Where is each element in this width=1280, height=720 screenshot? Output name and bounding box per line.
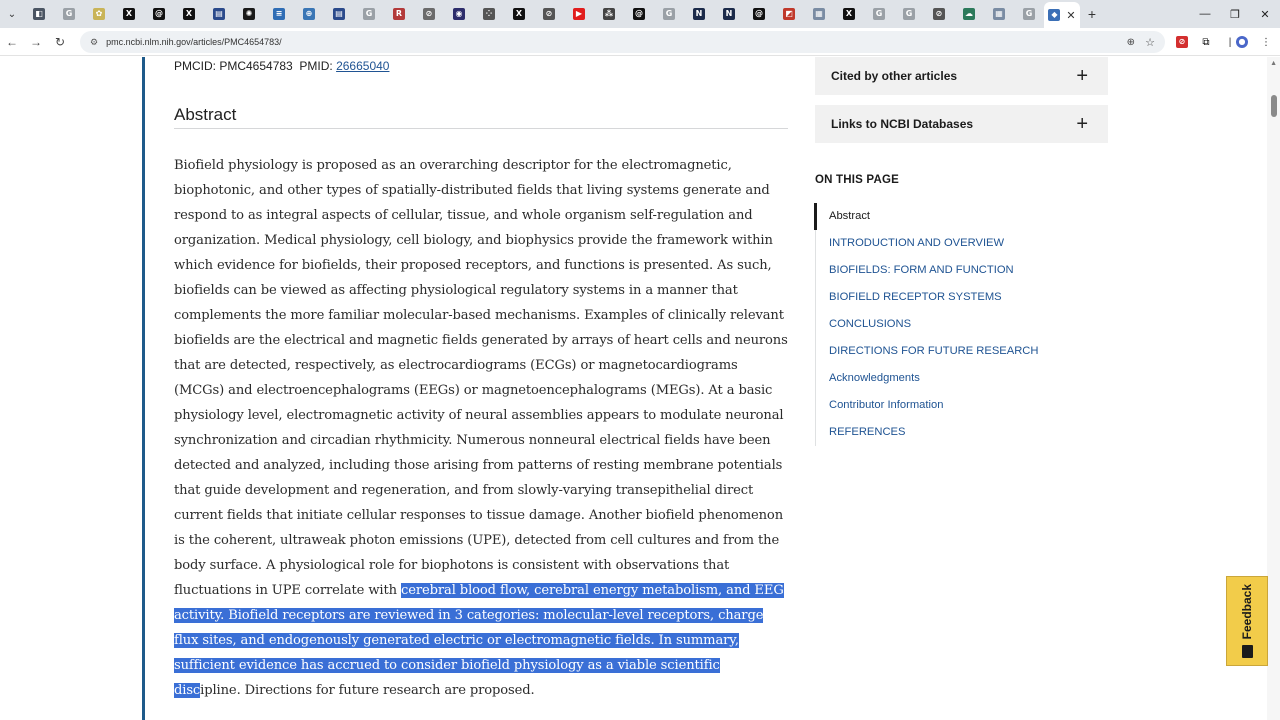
tab-site-4[interactable] — [474, 0, 504, 28]
tab-threads-2[interactable] — [624, 0, 654, 28]
tab-active[interactable] — [1044, 2, 1080, 28]
back-icon[interactable]: ← — [6, 34, 18, 49]
tab-site-8[interactable] — [804, 0, 834, 28]
tab-x-2-favicon-icon: X — [183, 8, 195, 20]
abstract-divider — [174, 128, 788, 129]
tab-x-4[interactable] — [834, 0, 864, 28]
tab-site-5-favicon-icon: ⊘ — [543, 8, 555, 20]
feedback-icon — [1242, 645, 1253, 658]
close-icon[interactable]: ✕ — [1066, 9, 1076, 22]
tab-site-5[interactable] — [534, 0, 564, 28]
omnibox[interactable] — [80, 31, 1165, 53]
site-info-icon[interactable]: ⚙ — [90, 36, 99, 47]
tab-threads-2-favicon-icon: @ — [635, 9, 643, 18]
tab-google-4-favicon-icon: G — [873, 8, 885, 20]
tab-site-10[interactable] — [954, 0, 984, 28]
tab-site-6[interactable] — [594, 0, 624, 28]
toc-item[interactable]: CONCLUSIONS — [829, 318, 912, 330]
cited-by-accordion[interactable] — [815, 57, 1108, 95]
tab-doc-1-favicon-icon: ≡ — [273, 8, 285, 20]
tab-google-6[interactable] — [1014, 0, 1044, 28]
toc-item[interactable]: Contributor Information — [829, 399, 944, 411]
tab-doc-1[interactable] — [264, 0, 294, 28]
tab-google-5-favicon-icon: G — [903, 8, 915, 20]
maximize-icon[interactable]: ❐ — [1230, 8, 1240, 21]
tab-threads-1[interactable] — [144, 0, 174, 28]
toc-item[interactable]: REFERENCES — [829, 426, 906, 438]
abstract-text-before: Biofield physiology is proposed as an overarching descriptor for the electromagnetic, biophotonic, and other types of spatially-distributed fields that living systems generate and respond to as integral aspects of cellular, tissue, and whole organism self-regulation and organization. Medical physiology, cell biology, and biophysics provide the framework within which evidence for biofields, their proposed receptors, and functions is presented. As such, biofields can be viewed as affecting physiological regulatory systems in a manner that complements the more familiar molecular-based mechanisms. Examples of clinically relevant biofields are the electrical and magnetic fields generated by arrays of heart cells and neurons that are detected, respectively, as electrocardiograms (ECGs) or magnetocardiograms (MCGs) and electroencephalograms (EEGs) or magnetoencephalograms (MEGs). At a basic physiology level, electromagnetic activity of neural assemblies appears to modulate neuronal synchronization and circadian rhythmicity. Numerous nonneural electrical fields have been detected and analyzed, including those arising from patterns of resting membrane potentials that guide development and regeneration, and from slowly-varying transepithelial direct current fields that initiate cellular responses to tissue damage. Another biofield phenomenon is the coherent, ultraweak photon emissions (UPE), detected from cell cultures and from the body surface. A physiological role for biophotons is consistent with observations that fluctuations in UPE correlate with — [174, 158, 788, 598]
tab-site-1[interactable] — [294, 0, 324, 28]
new-tab-icon[interactable]: + — [1087, 6, 1097, 22]
toc-item[interactable]: INTRODUCTION AND OVERVIEW — [829, 237, 1005, 249]
tab-google-6-favicon-icon: G — [1023, 8, 1035, 20]
tab-site-2[interactable] — [414, 0, 444, 28]
tab-news-2[interactable] — [324, 0, 354, 28]
tab-x-1-favicon-icon: X — [123, 8, 135, 20]
tab-x-2[interactable] — [174, 0, 204, 28]
tab-google-2-favicon-icon: G — [363, 8, 375, 20]
tab-notion-1-favicon-icon: N — [693, 8, 705, 20]
tab-x-3[interactable] — [504, 0, 534, 28]
bookmark-star-icon[interactable]: ☆ — [1145, 36, 1155, 49]
pmid-link[interactable]: 26665040 — [336, 59, 390, 73]
tab-youtube-1-favicon-icon: ▶ — [573, 8, 585, 20]
tab-google-1-favicon-icon: G — [63, 8, 75, 20]
tab-threads-1-favicon-icon: @ — [155, 9, 163, 18]
on-this-page-heading: ON THIS PAGE — [815, 174, 899, 186]
expand-plus-icon[interactable]: + — [1076, 113, 1088, 135]
feedback-label: Feedback — [1240, 583, 1254, 640]
tab-google-4[interactable] — [864, 0, 894, 28]
pmcid-text: PMCID: PMC4654783 — [174, 59, 293, 73]
page-content — [0, 57, 1280, 720]
tab-openai-1[interactable] — [234, 0, 264, 28]
tab-extension-favicon-icon: ✿ — [93, 8, 105, 20]
minimize-icon[interactable]: — — [1199, 8, 1211, 20]
zoom-icon[interactable]: ⊕ — [1126, 36, 1135, 48]
tab-site-8-favicon-icon: ▦ — [813, 8, 825, 20]
tab-x-3-favicon-icon: X — [513, 8, 525, 20]
toc-item[interactable]: BIOFIELD RECEPTOR SYSTEMS — [829, 291, 1002, 303]
tab-site-10-favicon-icon: ☁ — [965, 9, 973, 18]
tab-openai-1-favicon-icon: ✺ — [243, 8, 255, 20]
tab-site-6-favicon-icon: ⁂ — [604, 9, 614, 18]
tab-news-1[interactable] — [204, 0, 234, 28]
tab-site-7-favicon-icon: ◩ — [783, 8, 795, 20]
toc-item[interactable]: BIOFIELDS: FORM AND FUNCTION — [829, 264, 1014, 276]
scroll-up-icon[interactable]: ▲ — [1270, 60, 1277, 67]
tab-notion-1[interactable] — [684, 0, 714, 28]
tab-site-3-favicon-icon: ◉ — [453, 8, 465, 20]
reload-icon[interactable]: ↻ — [54, 34, 66, 49]
abstract-selected-text: cerebral blood flow, cerebral energy metabolism, and EEG activity. Biofield receptors are reviewed in 3 categories: molecular-level receptors, charge flux sites, and endogenously generated electric or electromagnetic fields. In summary, sufficient evidence has accrued to consider biofield physiology as a viable scientific disc — [174, 583, 784, 698]
tab-google-2[interactable] — [354, 0, 384, 28]
address-bar — [0, 28, 1280, 56]
tab-site-4-favicon-icon: ⁘ — [483, 8, 495, 20]
table-of-contents — [815, 203, 1038, 446]
toc-item[interactable]: Abstract — [814, 203, 1038, 230]
tab-search-icon[interactable]: ⌄ — [7, 8, 17, 20]
tab-site-2-favicon-icon: ⊘ — [423, 8, 435, 20]
tab-research-1-favicon-icon: R — [393, 8, 405, 20]
scrollbar-thumb[interactable] — [1271, 95, 1277, 117]
ncbi-links-accordion[interactable] — [815, 105, 1108, 143]
divider-icon: | — [1228, 36, 1232, 48]
window-controls — [1190, 0, 1280, 28]
url-text[interactable]: pmc.ncbi.nlm.nih.gov/articles/PMC4654783/ — [106, 37, 282, 47]
expand-plus-icon[interactable]: + — [1076, 65, 1088, 87]
pmc-favicon-icon: ◆ — [1048, 9, 1060, 21]
tab-site-7[interactable] — [774, 0, 804, 28]
extensions-puzzle-icon[interactable]: ⧉ — [1202, 36, 1210, 48]
tab-google-1[interactable] — [54, 0, 84, 28]
tab-site-11-favicon-icon: ▦ — [993, 8, 1005, 20]
tab-site-9-favicon-icon: ⊘ — [933, 8, 945, 20]
tab-notion-2[interactable] — [714, 0, 744, 28]
abstract-heading: Abstract — [174, 105, 237, 124]
abstract-text-after: ipline. Directions for future research are proposed. — [200, 683, 535, 698]
menu-kebab-icon[interactable]: ⋮ — [1261, 36, 1271, 48]
tab-research-1[interactable] — [384, 0, 414, 28]
ncbi-links-label: Links to NCBI Databases — [831, 117, 974, 131]
forward-icon[interactable]: → — [30, 34, 42, 49]
feedback-button[interactable] — [1226, 576, 1268, 666]
tab-youtube-1[interactable] — [564, 0, 594, 28]
tab-x-4-favicon-icon: X — [843, 8, 855, 20]
scrollbar[interactable] — [1267, 57, 1280, 720]
toc-item[interactable]: DIRECTIONS FOR FUTURE RESEARCH — [829, 345, 1039, 357]
window-close-icon[interactable]: ✕ — [1260, 8, 1270, 21]
tab-news-1-favicon-icon: ▤ — [213, 8, 225, 20]
tab-page-1[interactable] — [24, 0, 54, 28]
profile-avatar-icon[interactable]: ● — [1232, 28, 1252, 56]
cited-by-label: Cited by other articles — [831, 69, 958, 83]
tab-list — [24, 0, 1044, 28]
tab-threads-3[interactable] — [744, 0, 774, 28]
tab-extension[interactable] — [84, 0, 114, 28]
article-left-rule — [142, 57, 145, 720]
abstract-text — [174, 153, 790, 703]
tab-notion-2-favicon-icon: N — [723, 8, 735, 20]
tab-threads-3-favicon-icon: @ — [755, 9, 763, 18]
tab-site-1-favicon-icon: ⊕ — [303, 8, 315, 20]
tab-site-3[interactable] — [444, 0, 474, 28]
pmid-label: PMID: — [299, 59, 333, 73]
tab-site-11[interactable] — [984, 0, 1014, 28]
tab-x-1[interactable] — [114, 0, 144, 28]
toc-item[interactable]: Acknowledgments — [829, 372, 920, 384]
tab-google-3-favicon-icon: G — [663, 8, 675, 20]
tab-strip — [0, 0, 1280, 28]
tab-site-9[interactable] — [924, 0, 954, 28]
tab-page-1-favicon-icon: ◧ — [33, 8, 45, 20]
tab-google-5[interactable] — [894, 0, 924, 28]
extension-adblock-icon[interactable]: ⊘ — [1172, 28, 1192, 56]
tab-google-3[interactable] — [654, 0, 684, 28]
article-ids — [174, 59, 389, 73]
tab-news-2-favicon-icon: ▤ — [333, 8, 345, 20]
